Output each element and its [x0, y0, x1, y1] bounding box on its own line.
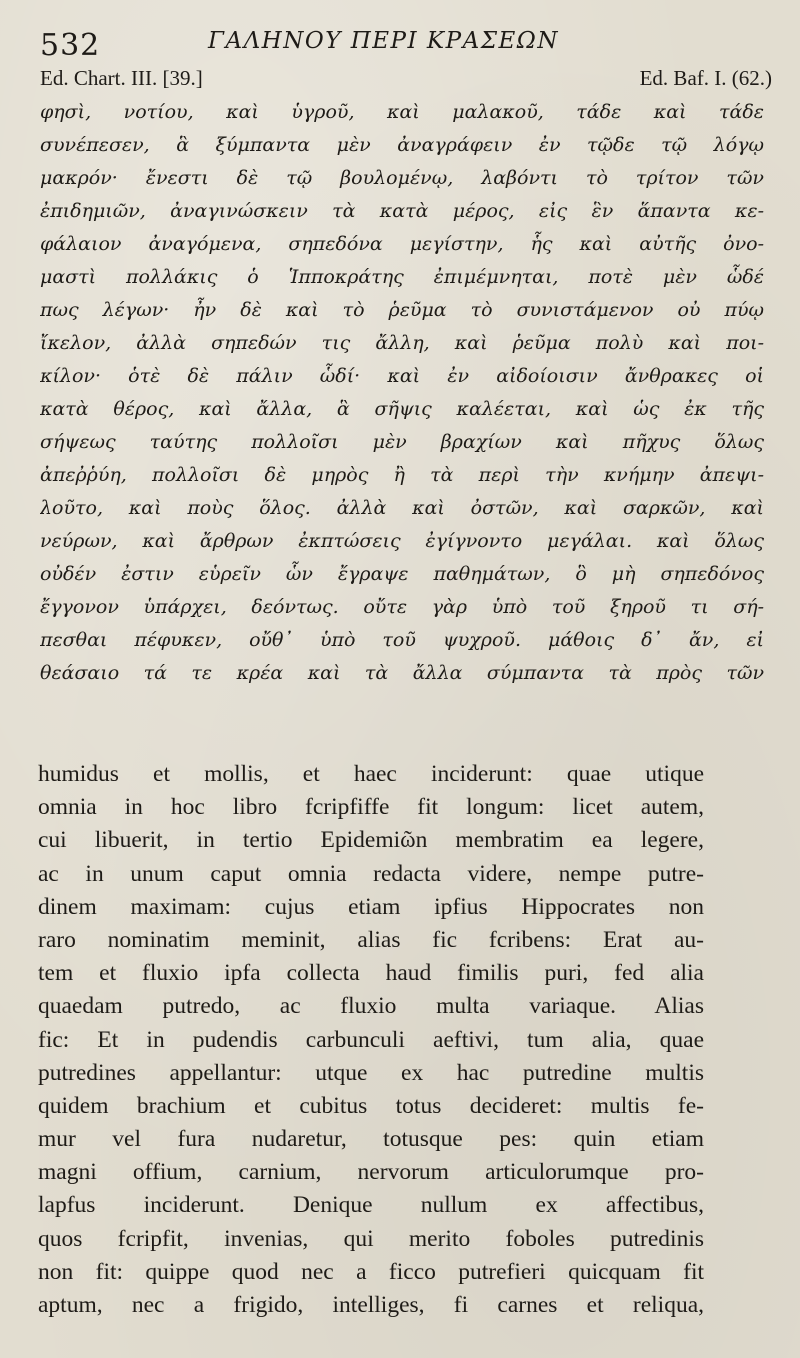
greek-text-line: νεύρων, καὶ ἄρθρων ἐκπτώσεις ἐγίγνοντο μεγάλαι. καὶ ὅλως — [40, 530, 764, 552]
edition-reference-left: Ed. Chart. III. [39.] — [40, 66, 203, 90]
greek-text-line: ἴκελον, ἀλλὰ σηπεδών τις ἄλλη, καὶ ῥεῦμα πολὺ καὶ ποι- — [40, 332, 764, 354]
latin-text-line: cui libuerit, in tertio Epidemiῶn membratim ea legere, — [38, 827, 704, 854]
latin-text-line: magni offium, carnium, nervorum articulorumque pro- — [38, 1159, 704, 1186]
latin-text-line: tem et fluxio ipfa collecta haud fimilis puri, fed alia — [38, 960, 704, 987]
greek-text-line: πως λέγων· ἦν δὲ καὶ τὸ ῥεῦμα τὸ συνιστάμενον οὐ πύῳ — [40, 299, 764, 321]
edition-reference-right: Ed. Baf. I. (62.) — [639, 66, 772, 90]
greek-text-line: μακρόν· ἔνεστι δὲ τῷ βουλομένῳ, λαβόντι τὸ τρίτον τῶν — [40, 167, 764, 189]
latin-text-line: quaedam putredo, ac fluxio multa variaque. Alias — [38, 993, 704, 1020]
latin-text-block — [38, 758, 704, 1322]
greek-text-line: λοῦτο, καὶ ποὺς ὅλος. ἀλλὰ καὶ ὀστῶν, καὶ σαρκῶν, καὶ — [40, 497, 764, 519]
latin-text-line: raro nominatim meminit, alias fic fcribens: Erat au- — [38, 926, 704, 953]
greek-text-line: φησὶ, νοτίου, καὶ ὑγροῦ, καὶ μαλακοῦ, τάδε καὶ τάδε — [40, 101, 764, 123]
greek-text-line: φάλαιον ἀναγόμενα, σηπεδόνα μεγίστην, ἧς καὶ αὐτῆς ὀνο- — [40, 233, 764, 255]
greek-text-block — [40, 96, 764, 690]
latin-text-line: fic: Et in pudendis carbunculi aeftivi, tum alia, quae — [38, 1026, 704, 1053]
greek-text-line: σήψεως ταύτης πολλοῖσι μὲν βραχίων καὶ πῆχυς ὅλως — [40, 431, 764, 453]
latin-text-line: quidem brachium et cubitus totus decideret: multis fe- — [38, 1092, 704, 1119]
latin-text-line: omnia in hoc libro fcripfiffe fit longum: licet autem, — [38, 794, 704, 821]
latin-text-line: putredines appellantur: utque ex hac putredine multis — [38, 1059, 704, 1086]
latin-text-line: quos fcripfit, invenias, qui merito foboles putredinis — [38, 1225, 704, 1252]
greek-text-line: πεσθαι πέφυκεν, οὔθ᾽ ὑπὸ τοῦ ψυχροῦ. μάθοις δ᾽ ἄν, εἰ — [40, 629, 764, 651]
latin-text-line: dinem maximam: cujus etiam ipfius Hippocrates non — [38, 893, 704, 920]
greek-text-line: ἐπιδημιῶν, ἀναγινώσκειν τὰ κατὰ μέρος, εἰς ἓν ἅπαντα κε- — [40, 200, 764, 222]
latin-text-line: non fit: quippe quod nec a ficco putrefieri quicquam fit — [38, 1258, 704, 1285]
page-number: 532 — [40, 28, 101, 63]
greek-text-line: ἀπεῤῥύη, πολλοῖσι δὲ μηρὸς ἢ τὰ περὶ τὴν κνήμην ἀπεψι- — [40, 464, 764, 486]
greek-text-line: συνέπεσεν, ἃ ξύμπαντα μὲν ἀναγράφειν ἐν τῷδε τῷ λόγῳ — [40, 134, 764, 156]
running-title: ΓΑΛΗΝΟΥ ΠΕΡΙ ΚΡΑΣΕΩΝ — [208, 28, 559, 54]
greek-text-line: κίλον· ὁτὲ δὲ πάλιν ὧδί· καὶ ἐν αἰδοίοισιν ἄνθρακες οἱ — [40, 365, 764, 387]
greek-text-line: ἔγγονον ὑπάρχει, δεόντως. οὔτε γὰρ ὑπὸ τοῦ ξηροῦ τι σή- — [40, 596, 764, 618]
latin-text-line: humidus et mollis, et haec inciderunt: quae utique — [38, 761, 704, 787]
greek-text-line: κατὰ θέρος, καὶ ἄλλα, ἃ σῆψις καλέεται, καὶ ὡς ἐκ τῆς — [40, 398, 764, 420]
latin-text-line: aptum, nec a frigido, intelliges, fi carnes et reliqua, — [38, 1292, 704, 1318]
greek-text-line: θεάσαιο τά τε κρέα καὶ τὰ ἄλλα σύμπαντα τὰ πρὸς τῶν — [40, 662, 764, 684]
greek-text-line: οὐδέν ἐστιν εὑρεῖν ὧν ἔγραψε παθημάτων, ὃ μὴ σηπεδόνος — [40, 563, 764, 585]
latin-text-line: mur vel fura nudaretur, totusque pes: quin etiam — [38, 1126, 704, 1153]
greek-text-line: μαστὶ πολλάκις ὁ Ἱπποκράτης ἐπιμέμνηται, ποτὲ μὲν ὧδέ — [40, 266, 764, 288]
latin-text-line: lapfus inciderunt. Denique nullum ex affectibus, — [38, 1192, 704, 1219]
latin-text-line: ac in unum caput omnia redacta videre, nempe putre- — [38, 860, 704, 887]
